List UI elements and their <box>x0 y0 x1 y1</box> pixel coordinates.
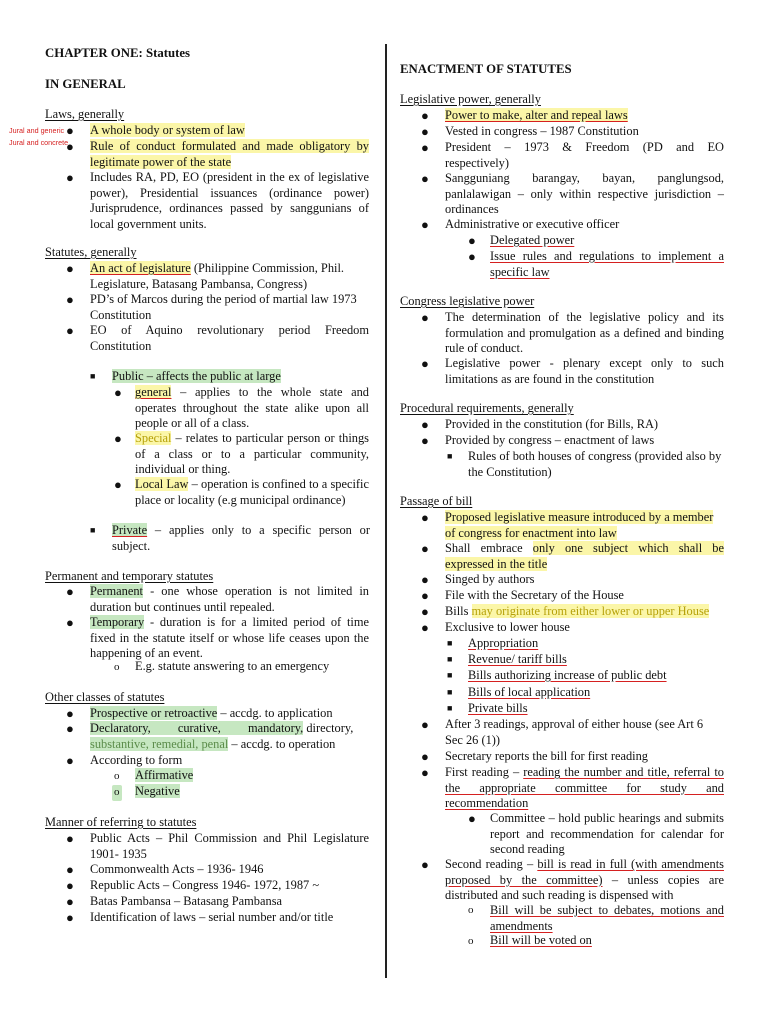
bullet: ● <box>66 261 74 276</box>
bullet: ● <box>468 249 476 264</box>
committee-item: Committee – hold public hearings and submits report and recommendation for calendar for second reading <box>490 811 724 856</box>
laws-item-3: Includes RA, PD, EO (president in the ex of legislative power), Presidential issuances (ordinance power) Jurisprudence, ordinances passed by sanggunians of local government units. <box>90 170 369 231</box>
legislative-item-4: Sangguniang barangay, bayan, panglungsod, panlalawigan – only within respective jurisdiction – ordinances <box>445 171 724 216</box>
square-bullet: ■ <box>447 451 453 461</box>
square-bullet: ■ <box>90 525 96 535</box>
manner-item-4: Batas Pambansa – Batasang Pambansa <box>90 894 283 908</box>
manner-item-1: Public Acts – Phil Commission and Phil Legislature 1901- 1935 <box>90 831 369 861</box>
private-item: Private – applies only to a specific person or subject. <box>112 523 370 553</box>
square-bullet: ■ <box>447 654 453 664</box>
exclusive-2: Revenue/ tariff bills <box>468 652 567 666</box>
congress-heading: Congress legislative power <box>400 294 535 308</box>
passage-item-9: First reading – reading the number and title, referral to the appropriate committee for study and recommendation <box>445 765 724 810</box>
bullet: ● <box>421 433 429 448</box>
according-to-form: According to form <box>90 753 183 767</box>
bullet: ● <box>114 477 122 492</box>
margin-note-1: Jural and generic <box>9 126 65 135</box>
legislative-item-1: Power to make, alter and repeal laws <box>445 108 628 122</box>
exclusive-5: Private bills <box>468 701 528 715</box>
procedural-item-1: Provided in the constitution (for Bills, RA) <box>445 417 659 431</box>
procedural-sub: Rules of both houses of congress (provided also by the Constitution) <box>468 449 722 479</box>
manner-item-5: Identification of laws – serial number and/or title <box>90 910 334 924</box>
bullet: ● <box>66 910 74 925</box>
bullet: ● <box>421 749 429 764</box>
issue-rules: Issue rules and regulations to implement a specific law <box>490 249 724 279</box>
circle-bullet: o <box>112 785 122 801</box>
bullet: ● <box>66 894 74 909</box>
bullet: ● <box>114 431 122 446</box>
prospective-item: Prospective or retroactive – accdg. to application <box>90 706 333 720</box>
declaratory-item: Declaratory, curative, mandatory, directory, substantive, remedial, penal – accdg. to operation <box>90 721 354 751</box>
affirmative-item: Affirmative <box>135 768 194 782</box>
passage-item-7: After 3 readings, approval of either house (see Art 6 Sec 26 (1)) <box>445 717 704 747</box>
bullet: ● <box>66 323 74 338</box>
exclusive-3: Bills authorizing increase of public debt <box>468 668 667 682</box>
bullet: ● <box>468 233 476 248</box>
bullet: ● <box>421 310 429 325</box>
congress-item-1: The determination of the legislative policy and its formulation and promulgation as a defined and binding rule of conduct. <box>445 310 724 355</box>
permanent-heading: Permanent and temporary statutes <box>45 569 214 583</box>
square-bullet: ■ <box>447 670 453 680</box>
passage-item-1: Proposed legislative measure introduced by a member of congress for enactment into law <box>445 510 714 540</box>
manner-item-2: Commonwealth Acts – 1936- 1946 <box>90 862 264 876</box>
enactment-title: ENACTMENT OF STATUTES <box>400 62 572 76</box>
square-bullet: ■ <box>447 703 453 713</box>
second-reading-sub-2: Bill will be voted on <box>490 933 592 947</box>
emergency-example: E.g. statute answering to an emergency <box>135 659 330 673</box>
local-law-item: Local Law – operation is confined to a specific place or locality (e.g municipal ordinance) <box>135 477 369 507</box>
bullet: ● <box>421 140 429 155</box>
bullet: ● <box>66 615 74 630</box>
procedural-item-2: Provided by congress – enactment of laws <box>445 433 655 447</box>
square-bullet: ■ <box>447 638 453 648</box>
column-divider <box>385 44 387 978</box>
in-general-heading: IN GENERAL <box>45 77 126 91</box>
exclusive-1: Appropriation <box>468 636 539 650</box>
passage-item-5: Bills may originate from either lower or upper House <box>445 604 710 618</box>
bullet: ● <box>421 857 429 872</box>
public-label: Public – affects the public at large <box>112 369 281 383</box>
square-bullet: ■ <box>447 687 453 697</box>
bullet: ● <box>66 753 74 768</box>
bullet: ● <box>468 811 476 826</box>
bullet: ● <box>66 170 74 185</box>
circle-bullet: o <box>468 935 474 947</box>
circle-bullet: o <box>114 661 120 673</box>
passage-item-3: Singed by authors <box>445 572 535 586</box>
circle-bullet: o <box>468 904 474 916</box>
bullet: ● <box>66 292 74 307</box>
bullet: ● <box>421 765 429 780</box>
general-item: general – applies to the whole state and operates throughout the state alike upon all people or all of a class. <box>135 385 369 430</box>
bullet: ● <box>421 588 429 603</box>
other-classes-heading: Other classes of statutes <box>45 690 165 704</box>
delegated-power: Delegated power <box>490 233 575 247</box>
statutes-heading: Statutes, generally <box>45 245 137 259</box>
passage-heading: Passage of bill <box>400 494 473 508</box>
circle-bullet: o <box>114 770 120 782</box>
bullet: ● <box>421 124 429 139</box>
negative-item: Negative <box>135 784 180 798</box>
bullet: ● <box>66 584 74 599</box>
legislative-item-5: Administrative or executive officer <box>445 217 620 231</box>
bullet: ● <box>421 572 429 587</box>
passage-item-10: Second reading – bill is read in full (with amendments proposed by the committee) – unless copies are distributed and such reading is dispensed with <box>445 857 725 902</box>
bullet: ● <box>421 541 429 556</box>
congress-item-2: Legislative power - plenary except only to such limitations as are found in the constitution <box>445 356 724 386</box>
legislative-item-2: Vested in congress – 1987 Constitution <box>445 124 639 138</box>
laws-item-2: Rule of conduct formulated and made obligatory by legitimate power of the state <box>90 139 369 169</box>
bullet: ● <box>66 123 74 138</box>
bullet: ● <box>66 721 74 736</box>
statutes-item-1: An act of legislature (Philippine Commission, Phil. Legislature, Batasang Pambansa, Congress) <box>90 261 344 291</box>
exclusive-4: Bills of local application <box>468 685 591 699</box>
margin-note-2: Jural and concrete <box>9 138 69 147</box>
passage-item-6: Exclusive to lower house <box>445 620 570 634</box>
bullet: ● <box>421 417 429 432</box>
chapter-title: CHAPTER ONE: Statutes <box>45 46 191 60</box>
temporary-item: Temporary - duration is for a limited period of time fixed in the statute itself or whose life ceases upon the happening of an event. <box>90 615 369 660</box>
bullet: ● <box>114 385 122 400</box>
manner-item-3: Republic Acts – Congress 1946- 1972, 1987 ~ <box>90 878 320 892</box>
statutes-item-3: EO of Aquino revolutionary period Freedom Constitution <box>90 323 369 353</box>
manner-heading: Manner of referring to statutes <box>45 815 197 829</box>
legislative-item-3: President – 1973 & Freedom (PD and EO respectively) <box>445 140 724 170</box>
bullet: ● <box>421 356 429 371</box>
bullet: ● <box>421 171 429 186</box>
bullet: ● <box>66 862 74 877</box>
bullet: ● <box>66 831 74 846</box>
passage-item-8: Secretary reports the bill for first reading <box>445 749 648 763</box>
bullet: ● <box>421 217 429 232</box>
passage-item-4: File with the Secretary of the House <box>445 588 624 602</box>
procedural-heading: Procedural requirements, generally <box>400 401 574 415</box>
statutes-item-2: PD’s of Marcos during the period of martial law 1973 Constitution <box>90 292 357 322</box>
bullet: ● <box>66 706 74 721</box>
bullet: ● <box>421 510 429 525</box>
bullet: ● <box>421 620 429 635</box>
bullet: ● <box>421 108 429 123</box>
bullet: ● <box>421 717 429 732</box>
bullet: ● <box>66 878 74 893</box>
bullet: ● <box>421 604 429 619</box>
permanent-item: Permanent - one whose operation is not limited in duration but continues until repealed. <box>90 584 369 614</box>
legislative-heading: Legislative power, generally <box>400 92 541 106</box>
special-item: Special – relates to particular person or things of a class or to a particular community, individual or thing. <box>135 431 369 476</box>
passage-item-2: Shall embrace only one subject which shall be expressed in the title <box>445 541 724 571</box>
second-reading-sub-1: Bill will be subject to debates, motions and amendments <box>490 903 724 933</box>
bullet: ● <box>66 139 74 154</box>
square-bullet: ■ <box>90 371 96 381</box>
laws-heading: Laws, generally <box>45 107 125 121</box>
laws-item-1: A whole body or system of law <box>90 123 245 137</box>
